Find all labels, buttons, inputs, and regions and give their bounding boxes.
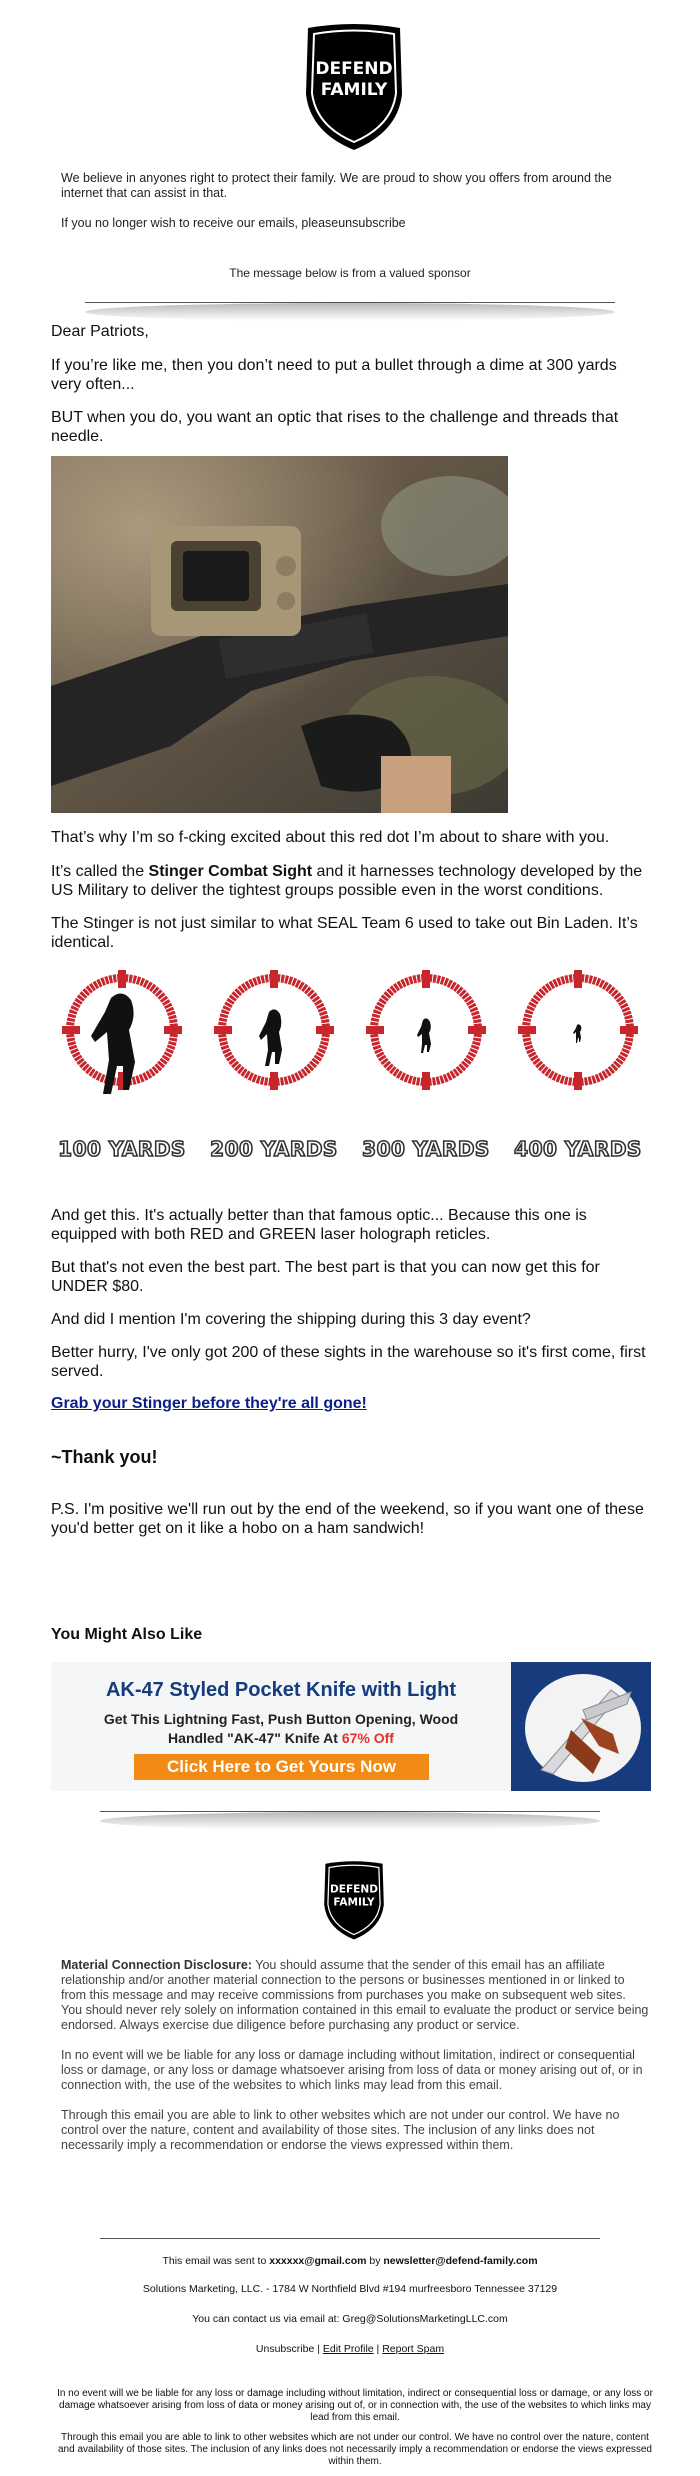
legal-paragraph: Through this email you are able to link to other websites which are not under our control. We have no control over the nature, content and availability of those sites. The inclusion of any links does not necessarily imply a recommendation or endorse the views expressed within them. (57, 2432, 652, 2467)
target-label: 400 YARDS (514, 1137, 642, 1161)
target-reticle (355, 970, 497, 1135)
letter-paragraph: And did I mention I'm covering the shipping during this 3 day event? (51, 1311, 531, 1328)
letter-paragraph: But that's not even the best part. The best part is that you can now get this for UNDER $80. (51, 1259, 600, 1295)
divider-line (85, 302, 615, 303)
link-separator: | (373, 2343, 383, 2355)
stinger-text-after: and it harnesses technology developed by the US Military to deliver the tightest groups possible even in the worst conditions. (51, 863, 643, 899)
disclosure-block (61, 1958, 649, 2168)
thank-you: ~Thank you! (51, 1447, 158, 1467)
sent-to-line (0, 2255, 700, 2267)
letter-paragraph: BUT when you do, you want an optic that rises to the challenge and threads that needle. (51, 409, 619, 445)
logo-text-line1: DEFEND (330, 1883, 378, 1896)
target-100-yards (51, 970, 193, 1170)
greeting: Dear Patriots, (51, 323, 149, 340)
pocket-knife-image (521, 1670, 646, 1785)
unsubscribe-link[interactable]: unsubscribe (338, 216, 406, 230)
divider-line (100, 1811, 600, 1812)
sent-prefix: This email was sent to (162, 2255, 270, 2267)
disclosure-paragraph: Through this email you are able to link to other websites which are not under our control. We have no control over the nature, content and availability of those sites. The inclusion of any links does not necessarily imply a recommendation or endorse the views expressed within them. (61, 2108, 620, 2152)
target-400-yards (507, 970, 649, 1170)
contact-line: You can contact us via email at: Greg@SolutionsMarketingLLC.com (192, 2313, 508, 2325)
target-reticle (51, 970, 193, 1135)
logo-text-line1: DEFEND (315, 59, 393, 79)
ad-title: AK-47 Styled Pocket Knife with Light (105, 1679, 457, 1701)
letter-paragraph: The Stinger is not just similar to what SEAL Team 6 used to take out Bin Laden. It’s identical. (51, 915, 638, 951)
disclosure-paragraph: In no event will we be liable for any loss or damage including without limitation, indirect or consequential loss or damage, or any loss or damage whatsoever arising from loss of data or money arising out of, or in connection with, the use of the websites to which links may lead from this email. (61, 2048, 643, 2092)
unsubscribe-prefix: If you no longer wish to receive our emails, please (61, 216, 339, 230)
target-200-yards (203, 970, 345, 1170)
legal-paragraph: In no event will we be liable for any loss or damage including without limitation, indirect or consequential loss or damage, or any loss or damage whatsoever arising from loss of data or money arising out of, or in connection with, the use of the websites to which links may lead from this email. (57, 2388, 653, 2423)
disclosure-paragraph (61, 1958, 649, 2033)
ad-discount: 67% Off (341, 1730, 394, 1746)
logo-text-line2: FAMILY (320, 80, 388, 100)
ad-subtitle-offer (51, 1730, 511, 1746)
letter-paragraph: And get this. It's actually better than that famous optic... Because this one is equipped with both RED and GREEN laser holograph reticles. (51, 1207, 587, 1243)
target-label: 200 YARDS (210, 1137, 338, 1161)
link-separator: | (314, 2343, 323, 2355)
logo-text-line2: FAMILY (333, 1896, 375, 1909)
sent-by: by (366, 2255, 384, 2267)
letter-paragraph: If you’re like me, then you don’t need to put a bullet through a dime at 300 yards very often... (51, 357, 617, 393)
stinger-name: Stinger Combat Sight (148, 863, 313, 880)
ad-subtitle-text: Handled "AK-47" Knife At (168, 1730, 342, 1746)
disclosure-label: Material Connection Disclosure: (61, 1958, 253, 1972)
intro-text: We believe in anyones right to protect their family. We are proud to show you offers from around the internet that can assist in that. (61, 171, 612, 200)
company-address: Solutions Marketing, LLC. - 1784 W Northfield Blvd #194 murfreesboro Tennessee 37129 (142, 2283, 558, 2295)
also-like-heading: You Might Also Like (51, 1626, 203, 1643)
defend-family-logo-small (318, 1860, 390, 1942)
grab-stinger-link[interactable]: Grab your Stinger before they're all gone! (51, 1395, 367, 1412)
letter-paragraph-stinger (51, 862, 651, 900)
disclosure-text: You should assume that the sender of this email has an affiliate relationship and/or another material connection to the persons or businesses mentioned in or linked to from this message and may receive commissions from purchases you make on subsequent web sites. You should never rely solely on information contained in this email to evaluate the product or service being endorsed. Always exercise due diligence before purchasing any product or service. (61, 1958, 649, 2032)
ps-paragraph: P.S. I'm positive we'll run out by the end of the weekend, so if you want one of these you'd better get on it like a hobo on a ham sandwich! (51, 1501, 644, 1537)
unsubscribe-line (61, 216, 406, 230)
red-dot-sight-photo (51, 456, 508, 813)
recipient-email: xxxxxx@gmail.com (269, 2255, 367, 2267)
edit-profile-link[interactable]: Edit Profile (322, 2343, 374, 2355)
target-label: 100 YARDS (58, 1137, 186, 1161)
target-label: 300 YARDS (362, 1137, 490, 1161)
divider-shadow (85, 303, 615, 321)
sponsor-note: The message below is from a valued sponsor (229, 266, 471, 280)
divider-line (100, 2238, 600, 2239)
sender-email: newsletter@defend-family.com (383, 2255, 538, 2267)
ad-cta-button[interactable]: Click Here to Get Yours Now (134, 1754, 429, 1780)
letter-paragraph: Better hurry, I've only got 200 of these sights in the warehouse so it's first come, first served. (51, 1344, 646, 1380)
defend-family-logo (298, 22, 410, 154)
ad-subtitle: Get This Lightning Fast, Push Button Opening, Wood (103, 1711, 459, 1727)
target-reticle (203, 970, 345, 1135)
report-spam-link[interactable]: Report Spam (382, 2343, 445, 2355)
divider-shadow (100, 1812, 600, 1830)
target-reticle (507, 970, 649, 1135)
footer-links (0, 2343, 700, 2355)
stinger-text-before: It’s called the (51, 863, 149, 880)
unsubscribe-footer-link[interactable]: Unsubscribe (255, 2343, 315, 2355)
knife-ad-banner[interactable] (51, 1662, 651, 1791)
yardage-targets (51, 970, 651, 1170)
letter-paragraph: That’s why I’m so f-cking excited about this red dot I’m about to share with you. (51, 829, 610, 846)
target-300-yards (355, 970, 497, 1170)
